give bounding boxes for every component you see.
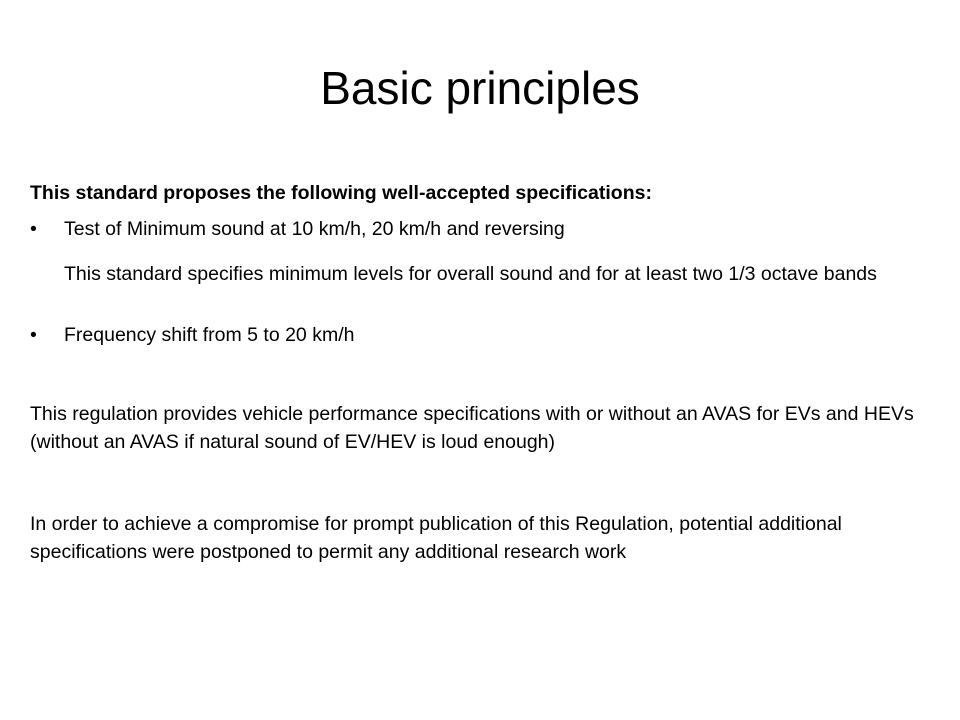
paragraph-compromise: In order to achieve a compromise for prompt publication of this Regulation, potential additional specifications were postponed to permit any additional research work <box>30 513 842 563</box>
bullet-text: Frequency shift from 5 to 20 km/h <box>64 324 355 346</box>
bullet-item-minimum-sound <box>30 215 930 243</box>
bullet-detail-text: This standard specifies minimum levels for overall sound and for at least two 1/3 octave bands <box>64 263 877 285</box>
paragraph-regulation: This regulation provides vehicle performance specifications with or without an AVAS for EVs and HEVs (without an AVAS if natural sound of EV/HEV is loud enough) <box>30 403 914 453</box>
intro-text: This standard proposes the following well-accepted specifications: <box>30 182 652 204</box>
bullet-icon: • <box>30 324 37 346</box>
bullet-icon: • <box>30 218 37 240</box>
bullet-text: Test of Minimum sound at 10 km/h, 20 km/h and reversing <box>64 218 565 240</box>
bullet-item-frequency-shift <box>30 321 930 349</box>
slide-title: Basic principles <box>320 62 640 114</box>
